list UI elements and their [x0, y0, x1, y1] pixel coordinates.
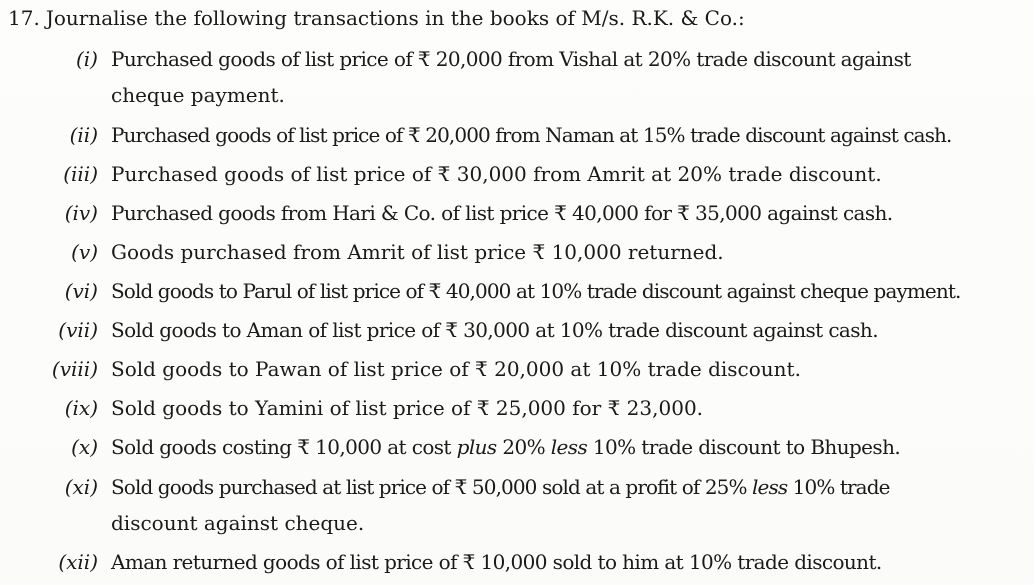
item-label: (vi)	[64, 279, 98, 303]
item-label: (x)	[71, 435, 98, 459]
item-label: (ix)	[64, 396, 98, 420]
item-text-line2: discount against cheque.	[111, 511, 365, 535]
item-text-line2: cheque payment.	[111, 83, 285, 107]
question-number: 17.	[8, 6, 40, 30]
item-label: (viii)	[51, 357, 98, 381]
item-text: Purchased goods of list price of ₹ 20,000 from Vishal at 20% trade discount against	[111, 47, 911, 71]
item-text: Sold goods to Yamini of list price of ₹ 25,000 for ₹ 23,000.	[111, 396, 704, 420]
item-text: Sold goods to Pawan of list price of ₹ 20,000 at 10% trade discount.	[111, 357, 801, 381]
item-text: Purchased goods of list price of ₹ 30,000 from Amrit at 20% trade discount.	[111, 162, 882, 186]
item-label: (iii)	[63, 162, 98, 186]
item-text: Sold goods purchased at list price of ₹ 50,000 sold at a profit of 25% less 10% trade	[111, 475, 890, 499]
item-text: Aman returned goods of list price of ₹ 10,000 sold to him at 10% trade discount.	[111, 550, 882, 574]
item-label: (i)	[75, 47, 98, 71]
item-label: (ii)	[69, 123, 98, 147]
item-text: Sold goods costing ₹ 10,000 at cost plus 20% less 10% trade discount to Bhupesh.	[111, 435, 901, 459]
item-text: Sold goods to Aman of list price of ₹ 30,000 at 10% trade discount against cash.	[111, 318, 878, 342]
item-label: (vii)	[58, 318, 98, 342]
item-text: Purchased goods of list price of ₹ 20,000 from Naman at 15% trade discount against cash.	[111, 123, 952, 147]
question-header	[8, 4, 745, 32]
item-text: Purchased goods from Hari & Co. of list price ₹ 40,000 for ₹ 35,000 against cash.	[111, 201, 893, 225]
item-label: (iv)	[64, 201, 98, 225]
item-label: (xii)	[58, 550, 98, 574]
item-text: Sold goods to Parul of list price of ₹ 40,000 at 10% trade discount against cheque payment.	[111, 279, 961, 303]
question-title: Journalise the following transactions in the books of M/s. R.K. & Co.:	[45, 6, 745, 30]
item-label: (v)	[71, 240, 98, 264]
item-text: Goods purchased from Amrit of list price ₹ 10,000 returned.	[111, 240, 724, 264]
item-label: (xi)	[64, 475, 98, 499]
